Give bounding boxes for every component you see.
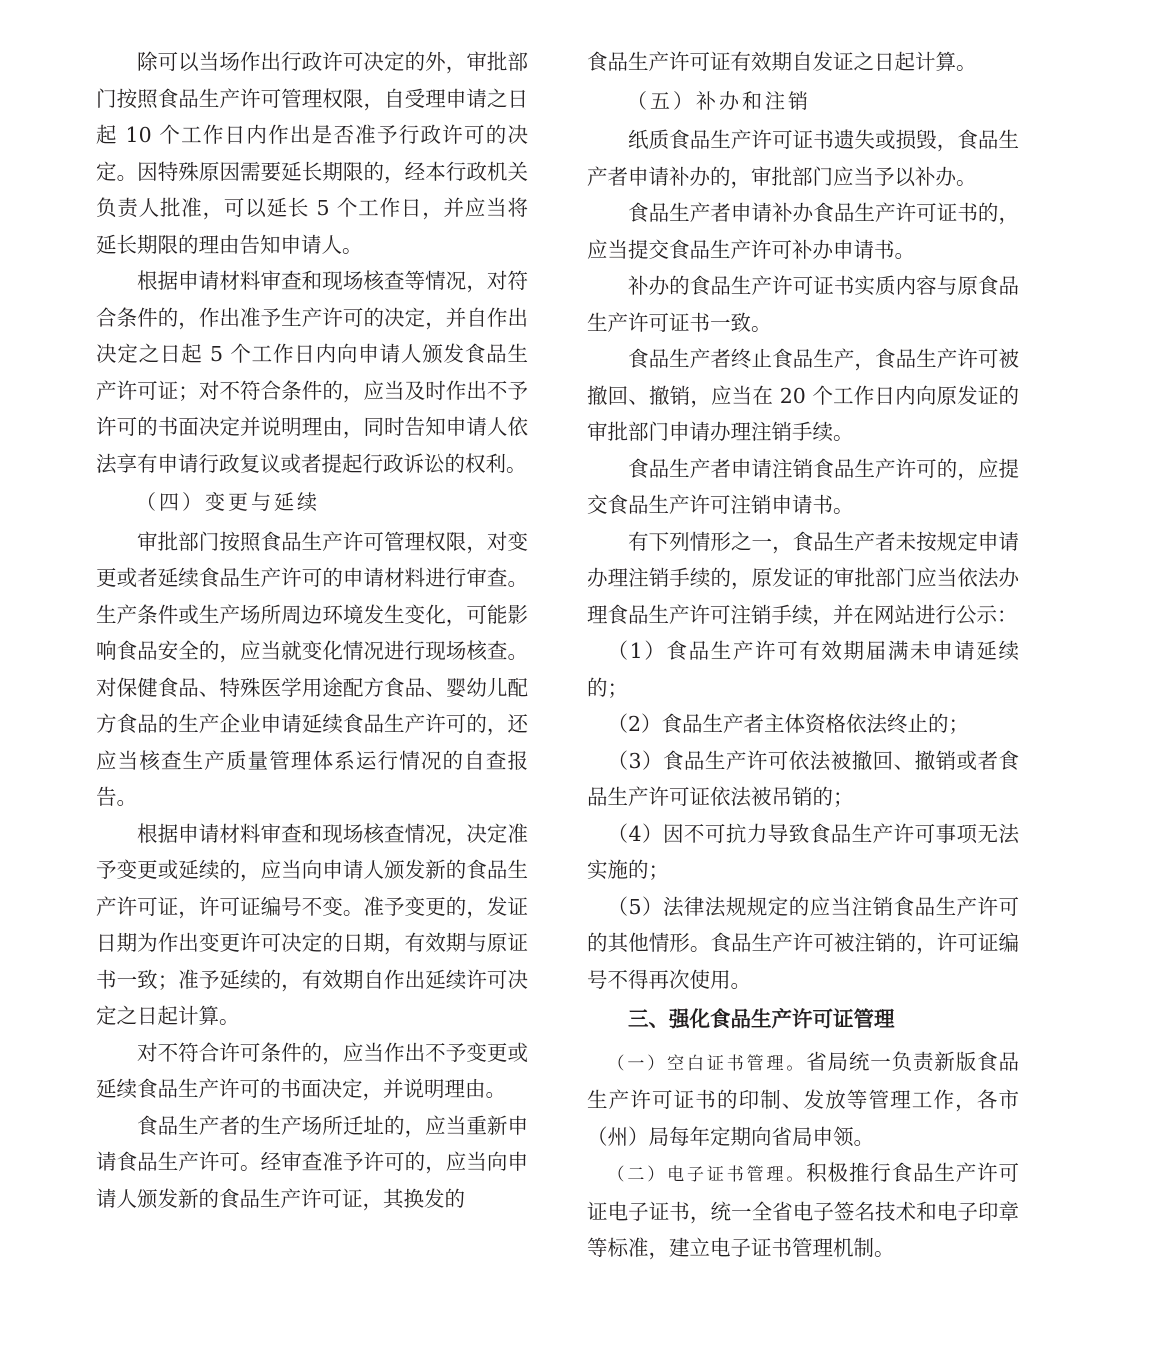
run-in-label: （一）空白证书管理。 (607, 1053, 807, 1074)
paragraph-text: 积极推行食品生产许可证电子证书，统一全省电子签名技术和电子印章等标准，建立电子证书管理机制。 (587, 1161, 1020, 1260)
paragraph: 根据申请材料审查和现场核查等情况，对符合条件的，作出准予生产许可的决定，并自作出决定之日起 5 个工作日内向申请人颁发食品生产许可证；对不符合条件的，应当及时作出不予许可的书面决定并说明理由，同时告知申请人依法享有申请行政复议或者提起行政诉讼的权利。 (96, 269, 528, 476)
list-item: （4）因不可抗力导致食品生产许可事项无法实施的； (587, 821, 1019, 882)
list-item: （2）食品生产者主体资格依法终止的； (607, 712, 970, 736)
list-item: （5）法律法规规定的应当注销食品生产许可的其他情形。食品生产许可被注销的，许可证编号不得再次使用。 (587, 894, 1019, 992)
section-heading: 三、强化食品生产许可证管理 (628, 1007, 895, 1031)
run-in-label: （二）电子证书管理。 (607, 1165, 807, 1185)
paragraph-blank-certificate (587, 1044, 1019, 1156)
paragraph: 有下列情形之一，食品生产者未按规定申请办理注销手续的，原发证的审批部门应当依法办理食品生产许可注销手续，并在网站进行公示： (587, 529, 1019, 627)
paragraph: 食品生产者申请注销食品生产许可的，应提交食品生产许可注销申请书。 (587, 456, 1019, 517)
paragraph: 根据申请材料审查和现场核查情况，决定准予变更或延续的，应当向申请人颁发新的食品生产许可证，许可证编号不变。准予变更的，发证日期为作出变更许可决定的日期，有效期与原证书一致；准予延续的，有效期自作出延续许可决定之日起计算。 (96, 821, 528, 1028)
paragraph-text: 省局统一负责新版食品生产许可证书的印制、发放等管理工作，各市（州）局每年定期向省局申领。 (587, 1049, 1020, 1149)
paragraph: 审批部门按照食品生产许可管理权限，对变更或者延续食品生产许可的申请材料进行审查。生产条件或生产场所周边环境发生变化，可能影响食品安全的，应当就变化情况进行现场核查。对保健食品、特殊医学用途配方食品、婴幼儿配方食品的生产企业申请延续食品生产许可的，还应当核查生产质量管理体系运行情况的自查报告。 (96, 529, 528, 809)
paragraph: 食品生产者的生产场所迁址的，应当重新申请食品生产许可。经审查准予许可的，应当向申请人颁发新的食品生产许可证，其换发的 (96, 1113, 528, 1211)
paragraph: 除可以当场作出行政许可决定的外，审批部门按照食品生产许可管理权限，自受理申请之日起 10 个工作日内作出是否准予行政许可的决定。因特殊原因需要延长期限的，经本行政机关负责人批准，可以延长 5 个工作日，并应当将延长期限的理由告知申请人。 (96, 50, 528, 257)
subheading-change-renewal: （四）变更与延续 (136, 490, 320, 514)
paragraph: 食品生产者申请补办食品生产许可证书的，应当提交食品生产许可补办申请书。 (587, 201, 1019, 262)
paragraph: 纸质食品生产许可证书遗失或损毁，食品生产者申请补办的，审批部门应当予以补办。 (587, 128, 1019, 189)
right-column (587, 44, 1019, 1267)
list-item: （3）食品生产许可依法被撤回、撤销或者食品生产许可证依法被吊销的； (587, 748, 1019, 809)
list-item: （1）食品生产许可有效期届满未申请延续的； (587, 639, 1019, 700)
paragraph: 食品生产者终止食品生产，食品生产许可被撤回、撤销，应当在 20 个工作日内向原发证的审批部门申请办理注销手续。 (587, 347, 1019, 444)
left-column (96, 44, 528, 1217)
paragraph-continued: 食品生产许可证有效期自发证之日起计算。 (587, 50, 977, 74)
paragraph: 补办的食品生产许可证书实质内容与原食品生产许可证书一致。 (587, 274, 1019, 335)
paragraph-electronic-certificate (587, 1155, 1019, 1267)
paragraph: 对不符合许可条件的，应当作出不予变更或延续食品生产许可的书面决定，并说明理由。 (96, 1040, 528, 1101)
subheading-reissue-cancel: （五）补办和注销 (627, 88, 811, 113)
